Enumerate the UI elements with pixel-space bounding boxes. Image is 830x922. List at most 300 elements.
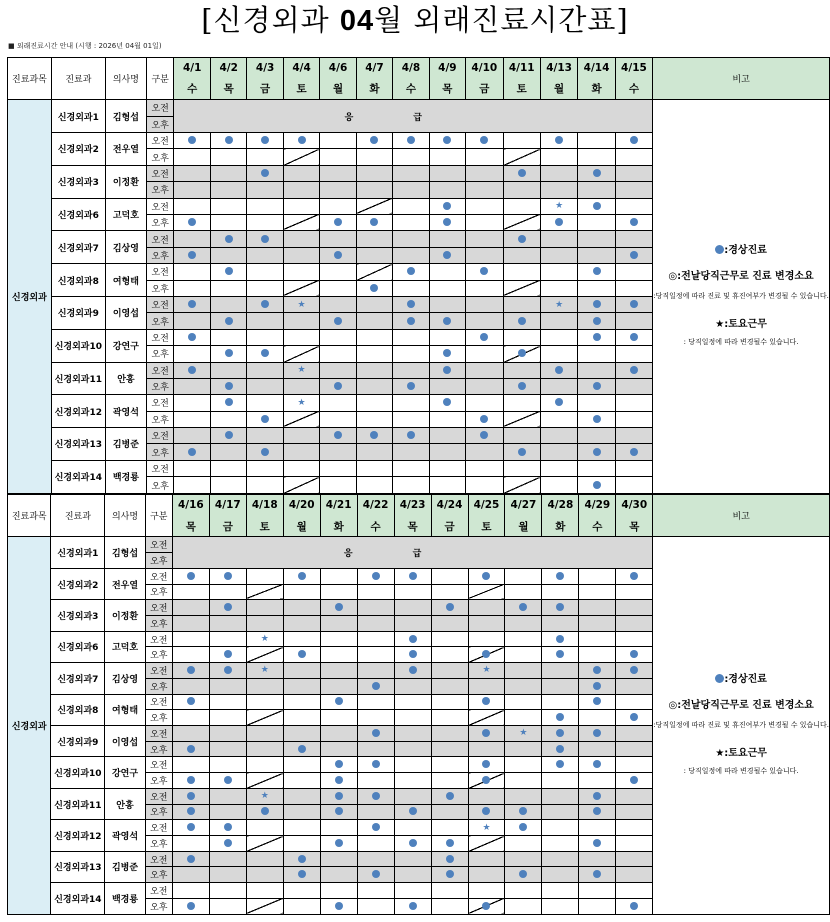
schedule-cell <box>579 647 616 663</box>
clinic-dot-icon <box>335 776 343 784</box>
schedule-cell <box>615 395 652 411</box>
schedule-cell <box>357 694 394 710</box>
session-label: 오후 <box>145 898 172 914</box>
schedule-cell <box>503 198 540 214</box>
clinic-dot-icon <box>593 870 601 878</box>
schedule-cell <box>210 460 246 476</box>
schedule-cell <box>616 710 653 726</box>
session-label: 오전 <box>146 100 174 116</box>
schedule-cell <box>503 165 540 181</box>
schedule-cell <box>468 694 505 710</box>
clinic-dot-icon <box>334 382 342 390</box>
schedule-cell <box>468 836 505 852</box>
schedule-cell <box>283 231 319 247</box>
clinic-dot-icon <box>409 666 417 674</box>
schedule-cell <box>283 694 320 710</box>
schedule-cell <box>466 362 503 378</box>
clinic-name: 신경외과14 <box>51 883 105 915</box>
clinic-dot-icon <box>261 136 269 144</box>
schedule-cell <box>172 898 209 914</box>
schedule-cell <box>431 631 468 647</box>
weekday-header: 목 <box>429 79 465 100</box>
schedule-cell <box>503 149 540 165</box>
clinic-dot-icon <box>335 603 343 611</box>
schedule-cell <box>320 313 356 329</box>
schedule-cell <box>540 378 577 394</box>
session-label: 오전 <box>146 460 174 476</box>
clinic-dot-icon <box>334 218 342 226</box>
schedule-cell <box>505 631 542 647</box>
clinic-dot-icon <box>407 300 415 308</box>
schedule-cell <box>283 477 319 494</box>
schedule-cell <box>246 694 283 710</box>
schedule-cell <box>283 395 319 411</box>
schedule-cell <box>579 710 616 726</box>
session-label: 오전 <box>146 198 174 214</box>
schedule-cell <box>505 836 542 852</box>
schedule-cell <box>579 836 616 852</box>
session-label: 오후 <box>145 836 172 852</box>
schedule-cell <box>540 329 577 345</box>
schedule-cell <box>542 788 579 804</box>
emergency-cell: 응급 <box>174 100 653 133</box>
schedule-cell <box>357 710 394 726</box>
schedule-cell <box>615 362 652 378</box>
schedule-cell <box>431 741 468 757</box>
doctor-name: 이영섭 <box>105 726 145 757</box>
clinic-name: 신경외과1 <box>51 537 105 568</box>
session-label: 오전 <box>146 264 174 280</box>
session-label: 오전 <box>146 362 174 378</box>
schedule-cell <box>209 741 246 757</box>
schedule-cell <box>466 477 503 494</box>
date-header: 4/28 <box>542 495 579 516</box>
schedule-cell <box>172 851 209 867</box>
schedule-cell <box>247 411 283 427</box>
clinic-dot-icon <box>446 870 454 878</box>
schedule-cell <box>394 600 431 616</box>
clinic-dot-icon <box>556 713 564 721</box>
schedule-cell <box>246 820 283 836</box>
schedule-cell <box>356 214 392 230</box>
schedule-cell <box>503 444 540 460</box>
clinic-dot-icon <box>446 792 454 800</box>
doctor-name: 김상영 <box>105 663 145 694</box>
date-header: 4/21 <box>320 495 357 516</box>
schedule-cell <box>357 741 394 757</box>
notice-text: ■ 외래진료시간 안내 (시행 : 2026년 04월 01일) <box>8 42 162 50</box>
clinic-name: 신경외과3 <box>51 165 105 198</box>
clinic-name: 신경외과8 <box>51 694 105 725</box>
clinic-dot-icon <box>443 202 451 210</box>
schedule-cell <box>283 647 320 663</box>
doctor-name: 김병준 <box>105 851 145 882</box>
schedule-cell <box>429 296 465 312</box>
schedule-cell <box>356 165 392 181</box>
schedule-cell <box>466 411 503 427</box>
doctor-name: 김형섭 <box>105 100 146 133</box>
schedule-cell <box>578 362 615 378</box>
schedule-cell <box>540 198 577 214</box>
weekday-header: 화 <box>578 79 615 100</box>
schedule-cell <box>174 165 210 181</box>
schedule-cell <box>246 600 283 616</box>
schedule-cell <box>503 182 540 198</box>
schedule-cell <box>210 182 246 198</box>
schedule-cell <box>616 741 653 757</box>
clinic-dot-icon <box>630 666 638 674</box>
schedule-cell <box>505 851 542 867</box>
schedule-cell <box>247 198 283 214</box>
schedule-cell <box>210 149 246 165</box>
schedule-cell <box>283 710 320 726</box>
schedule-cell <box>174 378 210 394</box>
clinic-dot-icon <box>556 760 564 768</box>
weekday-header: 월 <box>540 79 577 100</box>
schedule-cell <box>616 678 653 694</box>
saturday-star-icon: ★ <box>260 665 269 676</box>
clinic-dot-icon <box>593 333 601 341</box>
session-label: 오후 <box>146 149 174 165</box>
schedule-cell <box>283 898 320 914</box>
schedule-cell <box>356 378 392 394</box>
clinic-dot-icon <box>519 603 527 611</box>
clinic-dot-icon <box>224 776 232 784</box>
schedule-cell <box>505 867 542 883</box>
schedule-cell <box>615 296 652 312</box>
schedule-cell <box>172 615 209 631</box>
clinic-dot-icon <box>519 823 527 831</box>
schedule-cell <box>503 214 540 230</box>
weekday-header: 화 <box>542 516 579 537</box>
schedule-cell <box>505 600 542 616</box>
session-label: 오후 <box>146 477 174 494</box>
clinic-dot-icon <box>446 855 454 863</box>
schedule-cell <box>320 395 356 411</box>
clinic-dot-icon <box>188 333 196 341</box>
schedule-cell <box>320 362 356 378</box>
date-header: 4/23 <box>394 495 431 516</box>
date-header: 4/2 <box>210 58 246 79</box>
schedule-cell <box>320 133 356 149</box>
schedule-cell <box>578 182 615 198</box>
schedule-cell <box>356 362 392 378</box>
schedule-cell <box>172 663 209 679</box>
schedule-cell <box>615 428 652 444</box>
schedule-cell <box>505 584 542 600</box>
schedule-cell <box>616 820 653 836</box>
clinic-dot-icon <box>334 251 342 259</box>
clinic-dot-icon <box>630 136 638 144</box>
schedule-cell <box>578 214 615 230</box>
clinic-dot-icon <box>261 300 269 308</box>
schedule-cell <box>468 883 505 899</box>
clinic-dot-icon <box>593 415 601 423</box>
schedule-cell <box>431 694 468 710</box>
schedule-cell <box>283 741 320 757</box>
schedule-cell <box>429 247 465 263</box>
schedule-cell <box>578 149 615 165</box>
clinic-dot-icon <box>518 317 526 325</box>
schedule-cell <box>210 214 246 230</box>
schedule-cell <box>615 460 652 476</box>
schedule-cell <box>578 165 615 181</box>
clinic-dot-icon <box>518 169 526 177</box>
schedule-cell <box>429 460 465 476</box>
session-label: 오전 <box>145 883 172 899</box>
header-clinic: 진료과 <box>51 58 105 100</box>
schedule-cell <box>210 346 246 362</box>
schedule-cell <box>247 444 283 460</box>
clinic-dot-icon <box>593 267 601 275</box>
schedule-cell <box>283 198 319 214</box>
clinic-dot-icon <box>372 823 380 831</box>
schedule-cell <box>503 247 540 263</box>
clinic-dot-icon <box>298 136 306 144</box>
schedule-cell <box>210 329 246 345</box>
schedule-cell <box>356 460 392 476</box>
header-session: 구분 <box>145 495 172 537</box>
schedule-cell <box>283 264 319 280</box>
clinic-dot-icon <box>630 366 638 374</box>
schedule-cell <box>505 710 542 726</box>
saturday-star-icon: ★ <box>260 634 269 645</box>
schedule-cell <box>283 788 320 804</box>
header-clinic: 진료과 <box>51 495 105 537</box>
session-label: 오후 <box>145 741 172 757</box>
schedule-cell <box>431 757 468 773</box>
schedule-cell <box>578 133 615 149</box>
schedule-cell <box>615 198 652 214</box>
schedule-cell <box>283 247 319 263</box>
saturday-star-icon: ★ <box>297 397 306 408</box>
schedule-cell <box>320 788 357 804</box>
schedule-cell <box>172 757 209 773</box>
schedule-cell <box>540 133 577 149</box>
schedule-table-2 <box>7 494 830 915</box>
saturday-star-icon: ★ <box>297 365 306 376</box>
schedule-cell <box>320 804 357 820</box>
schedule-cell <box>468 898 505 914</box>
schedule-cell <box>540 280 577 296</box>
schedule-cell <box>429 264 465 280</box>
session-label: 오전 <box>146 231 174 247</box>
session-label: 오전 <box>145 568 172 584</box>
schedule-cell <box>247 362 283 378</box>
schedule-cell <box>429 428 465 444</box>
session-label: 오후 <box>146 313 174 329</box>
clinic-dot-icon <box>443 366 451 374</box>
clinic-dot-icon <box>261 169 269 177</box>
schedule-cell <box>172 741 209 757</box>
clinic-dot-icon <box>593 448 601 456</box>
department-name: 신경외과 <box>8 537 51 915</box>
schedule-cell <box>357 757 394 773</box>
schedule-cell <box>283 296 319 312</box>
date-header: 4/3 <box>247 58 283 79</box>
schedule-cell <box>356 313 392 329</box>
schedule-cell <box>542 710 579 726</box>
schedule-cell <box>209 678 246 694</box>
schedule-cell <box>431 615 468 631</box>
schedule-cell <box>356 182 392 198</box>
schedule-cell <box>283 804 320 820</box>
weekday-header: 수 <box>579 516 616 537</box>
schedule-cell <box>357 615 394 631</box>
clinic-dot-icon <box>261 235 269 243</box>
schedule-cell <box>174 395 210 411</box>
schedule-cell <box>503 264 540 280</box>
schedule-cell <box>246 726 283 742</box>
schedule-cell <box>320 411 356 427</box>
clinic-dot-icon <box>224 603 232 611</box>
schedule-cell <box>429 182 465 198</box>
clinic-dot-icon <box>443 398 451 406</box>
clinic-dot-icon <box>482 697 490 705</box>
schedule-cell <box>246 867 283 883</box>
schedule-cell <box>540 346 577 362</box>
clinic-dot-icon <box>518 235 526 243</box>
schedule-cell <box>579 788 616 804</box>
schedule-cell <box>283 329 319 345</box>
schedule-cell <box>283 757 320 773</box>
date-header: 4/18 <box>246 495 283 516</box>
schedule-cell <box>468 631 505 647</box>
legend-saturday-note: : 당직일정에 따라 변경될수 있습니다. <box>683 337 799 346</box>
clinic-dot-icon <box>480 333 488 341</box>
schedule-cell <box>540 395 577 411</box>
clinic-dot-icon <box>556 650 564 658</box>
schedule-cell <box>172 883 209 899</box>
schedule-cell <box>542 757 579 773</box>
schedule-cell <box>246 883 283 899</box>
clinic-dot-icon <box>334 317 342 325</box>
schedule-cell <box>174 264 210 280</box>
schedule-cell <box>468 788 505 804</box>
schedule-cell <box>356 280 392 296</box>
clinic-dot-icon <box>482 729 490 737</box>
clinic-dot-icon <box>593 682 601 690</box>
schedule-cell <box>468 568 505 584</box>
legend-normal: :경상진료 <box>653 241 829 256</box>
schedule-cell <box>283 444 319 460</box>
clinic-name: 신경외과14 <box>51 460 105 493</box>
schedule-cell <box>468 615 505 631</box>
schedule-cell <box>505 726 542 742</box>
schedule-cell <box>466 313 503 329</box>
schedule-cell <box>505 788 542 804</box>
schedule-cell <box>394 615 431 631</box>
clinic-dot-icon <box>407 382 415 390</box>
clinic-dot-icon <box>187 792 195 800</box>
schedule-cell <box>431 600 468 616</box>
session-label: 오전 <box>145 631 172 647</box>
schedule-cell <box>466 346 503 362</box>
schedule-cell <box>431 663 468 679</box>
schedule-cell <box>357 647 394 663</box>
schedule-cell <box>393 214 429 230</box>
schedule-cell <box>615 313 652 329</box>
schedule-cell <box>320 663 357 679</box>
schedule-cell <box>431 584 468 600</box>
schedule-cell <box>172 678 209 694</box>
schedule-cell <box>468 647 505 663</box>
doctor-name: 여형태 <box>105 264 146 297</box>
emergency-cell: 응급 <box>172 537 652 568</box>
schedule-cell <box>468 726 505 742</box>
clinic-dot-icon <box>187 697 195 705</box>
schedule-cell <box>393 296 429 312</box>
schedule-cell <box>579 773 616 789</box>
doctor-name: 여형태 <box>105 694 145 725</box>
clinic-dot-icon <box>409 635 417 643</box>
schedule-cell <box>542 568 579 584</box>
session-label: 오후 <box>146 411 174 427</box>
schedule-cell <box>616 615 653 631</box>
schedule-cell <box>578 428 615 444</box>
schedule-cell <box>210 378 246 394</box>
clinic-dot-icon <box>630 902 638 910</box>
clinic-name: 신경외과9 <box>51 726 105 757</box>
schedule-cell <box>468 820 505 836</box>
schedule-cell <box>320 883 357 899</box>
clinic-dot-icon <box>188 366 196 374</box>
schedule-cell <box>283 165 319 181</box>
schedule-cell <box>429 198 465 214</box>
clinic-name: 신경외과10 <box>51 329 105 362</box>
schedule-cell <box>505 741 542 757</box>
schedule-cell <box>247 329 283 345</box>
schedule-cell <box>283 149 319 165</box>
schedule-cell <box>246 678 283 694</box>
schedule-cell <box>503 411 540 427</box>
schedule-cell <box>172 867 209 883</box>
clinic-dot-icon <box>480 431 488 439</box>
schedule-cell <box>505 804 542 820</box>
schedule-cell <box>356 346 392 362</box>
schedule-cell <box>393 247 429 263</box>
schedule-cell <box>247 460 283 476</box>
saturday-star-icon: ★ <box>555 201 564 212</box>
schedule-cell <box>431 820 468 836</box>
clinic-dot-icon <box>335 902 343 910</box>
clinic-dot-icon <box>407 317 415 325</box>
schedule-cell <box>283 678 320 694</box>
session-label: 오전 <box>145 694 172 710</box>
clinic-name: 신경외과8 <box>51 264 105 297</box>
date-header: 4/11 <box>503 58 540 79</box>
schedule-cell <box>615 378 652 394</box>
legend-normal: :경상진료 <box>653 670 829 685</box>
clinic-dot-icon <box>261 349 269 357</box>
clinic-dot-icon <box>188 136 196 144</box>
schedule-cell <box>542 804 579 820</box>
schedule-cell <box>209 883 246 899</box>
schedule-cell <box>210 133 246 149</box>
schedule-cell <box>616 898 653 914</box>
schedule-cell <box>174 296 210 312</box>
schedule-cell <box>174 214 210 230</box>
schedule-cell <box>393 198 429 214</box>
session-label: 오전 <box>145 600 172 616</box>
clinic-dot-icon <box>335 792 343 800</box>
schedule-cell <box>394 836 431 852</box>
schedule-cell <box>320 378 356 394</box>
schedule-cell <box>615 444 652 460</box>
saturday-star-icon: ★ <box>297 299 306 310</box>
clinic-dot-icon <box>370 218 378 226</box>
schedule-cell <box>247 428 283 444</box>
